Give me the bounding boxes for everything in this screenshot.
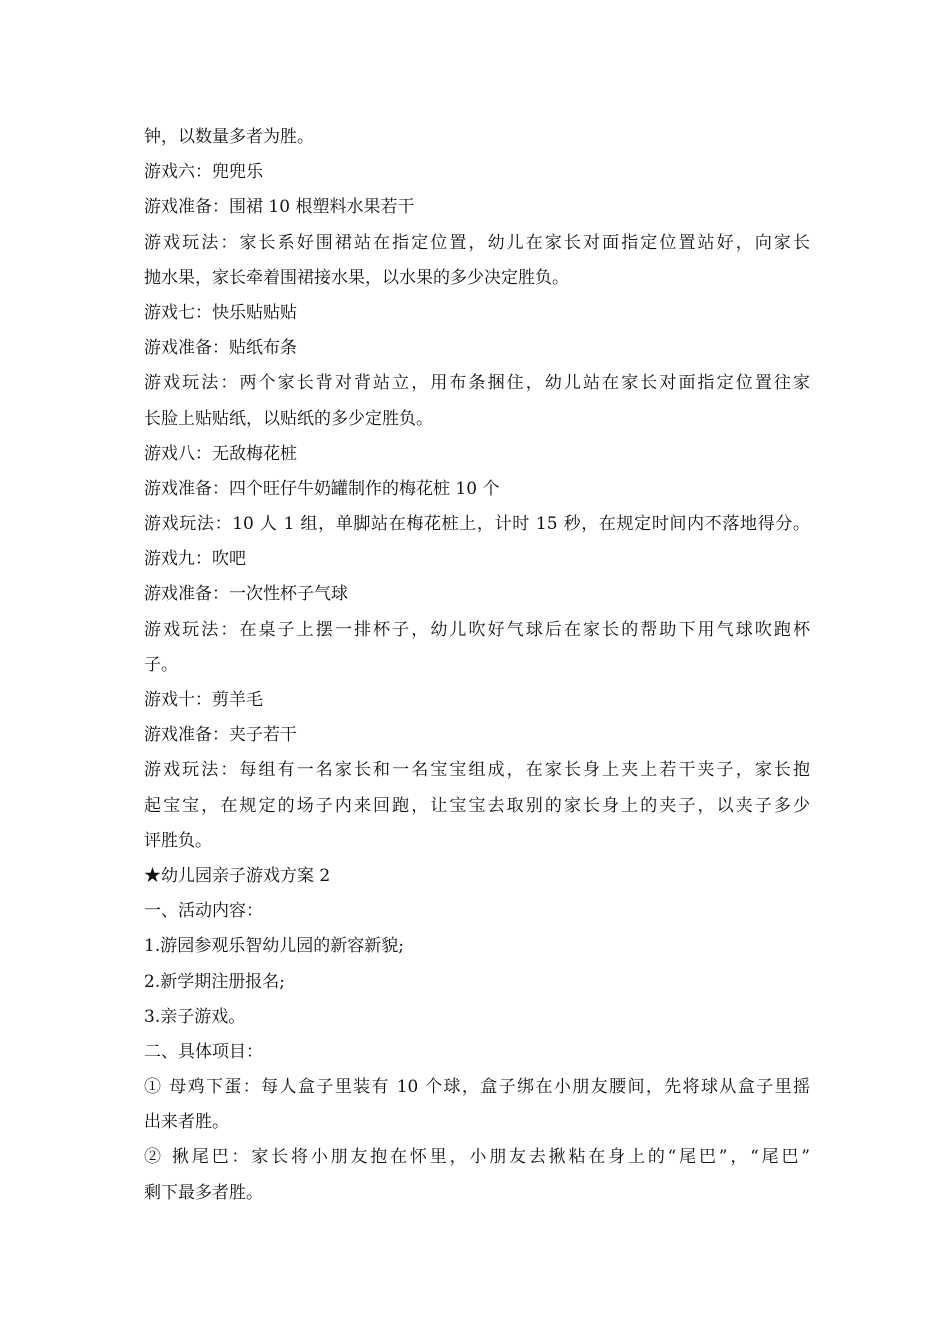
text-line: 游戏九：吹吧 — [144, 549, 246, 570]
text-line: 二、具体项目： — [144, 1041, 263, 1062]
text-line: 游戏玩法：两个家长背对背站立，用布条捆住，幼儿站在家长对面指定位置往家 — [144, 373, 810, 394]
text-line: ★幼儿园亲子游戏方案 2 — [144, 865, 331, 886]
text-line: 抛水果，家长牵着围裙接水果，以水果的多少决定胜负。 — [144, 267, 569, 288]
text-line: 2.新学期注册报名; — [144, 971, 285, 992]
text-line: 游戏准备：一次性杯子气球 — [144, 584, 348, 605]
text-line: 游戏准备：夹子若干 — [144, 725, 297, 746]
text-line: 一、活动内容： — [144, 901, 263, 922]
text-line: 游戏准备：贴纸布条 — [144, 338, 297, 359]
text-line: ① 母鸡下蛋：每人盒子里装有 10 个球，盒子绑在小朋友腰间，先将球从盒子里摇 — [144, 1077, 810, 1098]
document-body — [144, 120, 810, 1211]
text-line: 游戏七：快乐贴贴贴 — [144, 302, 297, 323]
text-line: 游戏准备：围裙 10 根塑料水果若干 — [144, 197, 415, 218]
text-line: 起宝宝，在规定的场子内来回跑，让宝宝去取别的家长身上的夹子，以夹子多少 — [144, 795, 810, 816]
text-line: 3.亲子游戏。 — [144, 1006, 246, 1027]
text-line: 游戏十：剪羊毛 — [144, 690, 263, 710]
text-line: 出来者胜。 — [144, 1112, 229, 1133]
text-line: 子。 — [144, 654, 178, 675]
text-line: 1.游园参观乐智幼儿园的新容新貌; — [144, 936, 404, 957]
text-line: 游戏六：兜兜乐 — [144, 162, 263, 183]
text-line: 游戏八：无敌梅花桩 — [144, 443, 297, 464]
text-line: 游戏准备：四个旺仔牛奶罐制作的梅花桩 10 个 — [144, 478, 500, 499]
text-line: 游戏玩法：10 人 1 组，单脚站在梅花桩上，计时 15 秒，在规定时间内不落地得分。 — [144, 514, 810, 535]
text-line: 长脸上贴贴纸，以贴纸的多少定胜负。 — [144, 408, 433, 429]
text-line: 评胜负。 — [144, 830, 212, 851]
text-line: 钟，以数量多者为胜。 — [144, 127, 314, 147]
text-line: ② 揪尾巴：家长将小朋友抱在怀里，小朋友去揪粘在身上的“尾巴”，“尾巴” — [144, 1147, 810, 1168]
text-line: 游戏玩法：在桌子上摆一排杯子，幼儿吹好气球后在家长的帮助下用气球吹跑杯 — [144, 619, 810, 640]
text-line: 游戏玩法：每组有一名家长和一名宝宝组成，在家长身上夹上若干夹子，家长抱 — [144, 760, 810, 781]
text-line: 剩下最多者胜。 — [144, 1182, 263, 1203]
text-line: 游戏玩法：家长系好围裙站在指定位置，幼儿在家长对面指定位置站好，向家长 — [144, 232, 810, 253]
